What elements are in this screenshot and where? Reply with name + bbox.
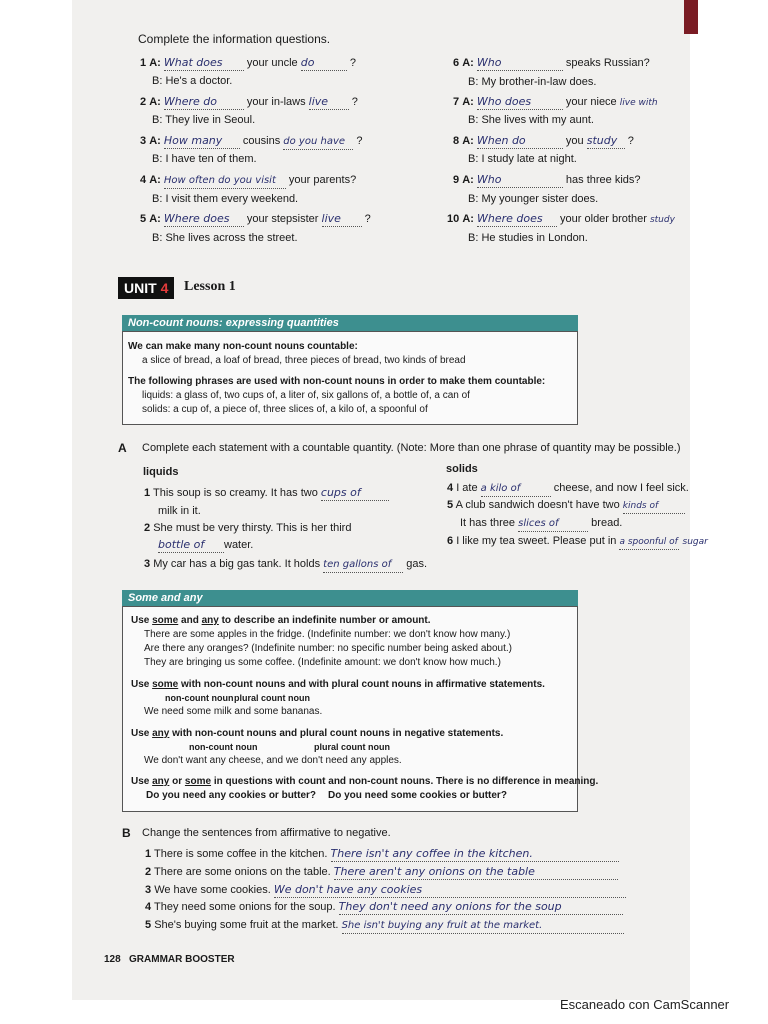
answer-9: B: My younger sister does. [468,193,599,205]
box2-label-plural-2: plural count noun [314,742,390,752]
answer-10: B: He studies in London. [468,232,588,244]
solids-heading: solids [446,463,478,475]
b-item-2: 2 There are some onions on the table. There aren't any onions on the table [145,865,618,880]
a-item-1: 1 This soup is so creamy. It has two cups of [144,486,389,501]
a-item-2: 2 She must be very thirsty. This is her third [144,522,352,534]
answer-4: B: I visit them every weekend. [152,193,299,205]
b-item-1: 1 There is some coffee in the kitchen. There isn't any coffee in the kitchen. [145,847,619,862]
question-4: 4 A: How often do you visit your parents? [140,173,356,189]
page-footer: 128 GRAMMAR BOOSTER [104,954,235,965]
box1-line4: liquids: a glass of, two cups of, a liter of, six gallons of, a bottle of, a can of [142,390,470,401]
a-item-5b: It has three slices of bread. [460,516,622,532]
scanner-watermark: Escaneado con CamScanner [560,997,730,1012]
question-3: 3 A: How many cousins do you have ? [140,134,362,150]
a-item-2b: bottle of water. [158,538,254,551]
answer-2: B: They live in Seoul. [152,114,256,126]
box2-label-noncount-2: non-count noun [189,742,258,752]
question-7: 7 A: Who does your niece live with [453,95,658,108]
box2-label-noncount-1: non-count noun [165,693,234,703]
b-item-4: 4 They need some onions for the soup. They don't need any onions for the soup [145,900,623,915]
question-9: 9 A: Who has three kids? [453,173,641,186]
box2-line7: We need some milk and some bananas. [144,706,323,717]
answer-3: B: I have ten of them. [152,153,257,165]
box2-title: Some and any [122,590,578,606]
a-item-6: 6 I like my tea sweet. Please put in a spoonful of sugar [447,534,708,550]
question-2: 2 A: Where do your in-laws live ? [140,95,358,108]
box2-line2: There are some apples in the fridge. (Indefinite number: we don't know how many.) [144,629,511,640]
answer-6: B: My brother-in-law does. [468,76,597,88]
box2-line8: Use any with non-count nouns and plural count nouns in negative statements. [131,728,504,739]
box1-line2: a slice of bread, a loaf of bread, three pieces of bread, two kinds of bread [142,355,466,366]
a-item-3: 3 My car has a big gas tank. It holds ten gallons of gas. [144,557,427,573]
box2-line10: We don't want any cheese, and we don't need any apples. [144,755,402,766]
box1-title: Non-count nouns: expressing quantities [122,315,578,331]
a-item-5: 5 A club sandwich doesn't have two kinds of [447,498,685,514]
question-10: 10 A: Where does your older brother study [447,212,675,225]
box2-line1: Use some and any to describe an indefinite number or amount. [131,615,431,626]
page-edge-tab [684,0,698,34]
b-item-5: 5 She's buying some fruit at the market. She isn't buying any fruit at the market. [145,918,624,934]
box2-example-some: Do you need some cookies or butter? [328,790,507,801]
question-6: 6 A: Who speaks Russian? [453,56,650,69]
exercise-a-instruction: Complete each statement with a countable quantity. (Note: More than one phrase of quantity may be possible.) [142,442,681,454]
question-1: 1 A: What does your uncle do ? [140,56,356,69]
answer-1: B: He's a doctor. [152,75,233,87]
a-item-1b: milk in it. [158,505,201,517]
a-item-4: 4 I ate a kilo of cheese, and now I feel sick. [447,481,689,497]
exercise-b-letter: B [122,826,131,840]
box2-line3: Are there any oranges? (Indefinite number: no specific number being asked about.) [144,643,512,654]
box1-line3: The following phrases are used with non-count nouns in order to make them countable: [128,376,546,387]
liquids-heading: liquids [143,466,179,478]
box1-line1: We can make many non-count nouns countable: [128,341,358,352]
exercise-a-letter: A [118,441,127,455]
box2-line4: They are bringing us some coffee. (Indefinite amount: we don't know how much.) [144,657,501,668]
exercise-b-instruction: Change the sentences from affirmative to negative. [142,827,391,839]
box2-line5: Use some with non-count nouns and with plural count nouns in affirmative statements. [131,679,545,690]
box2-line11: Use any or some in questions with count and non-count nouns. There is no difference in meaning. [131,776,599,787]
box2-example-any: Do you need any cookies or butter? [146,790,317,801]
answer-5: B: She lives across the street. [152,232,298,244]
answer-7: B: She lives with my aunt. [468,114,594,126]
lesson-title: Lesson 1 [184,279,236,294]
question-5: 5 A: Where does your stepsister live ? [140,212,371,225]
instruction: Complete the information questions. [138,32,331,46]
b-item-3: 3 We have some cookies. We don't have any cookies [145,883,626,898]
question-8: 8 A: When do you study ? [453,134,634,147]
box1-line5: solids: a cup of, a piece of, three slices of, a kilo of, a spoonful of [142,404,428,415]
unit-badge: UNIT 4 [118,277,174,299]
answer-8: B: I study late at night. [468,153,577,165]
box2-label-plural-1: plural count noun [234,693,310,703]
